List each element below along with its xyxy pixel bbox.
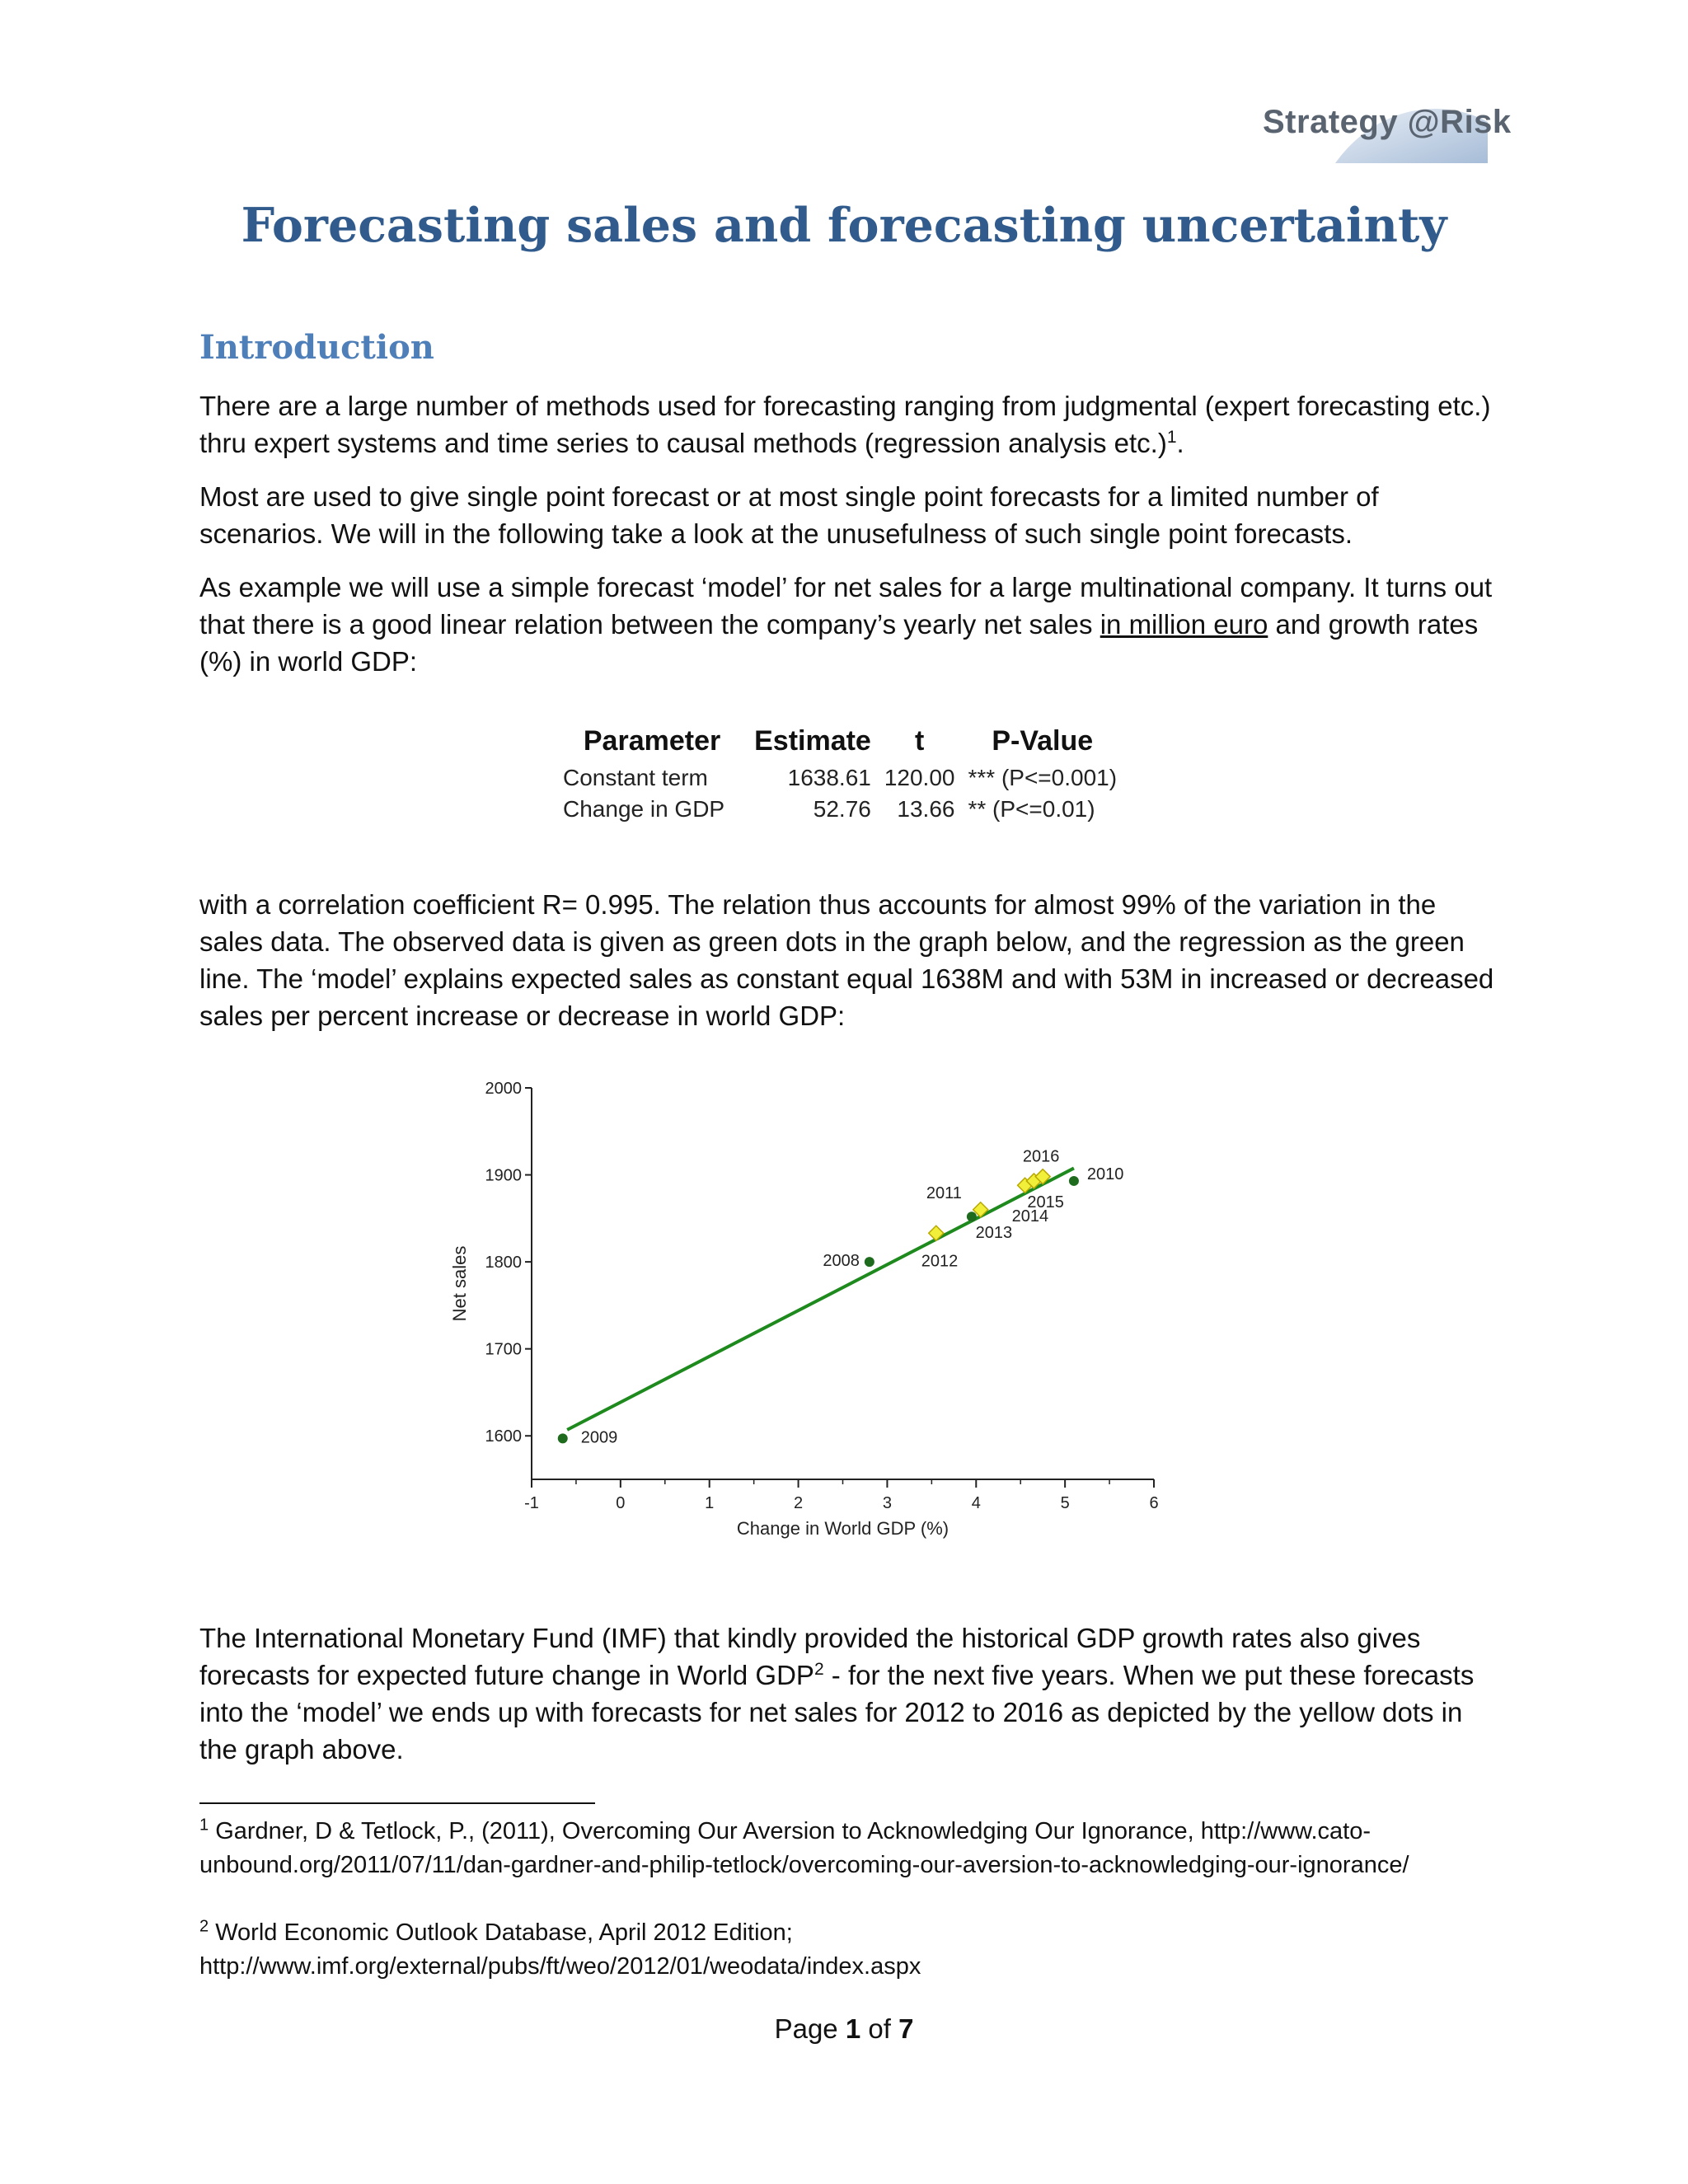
table-cell: 13.66 (897, 796, 955, 822)
paragraph-methods: There are a large number of methods used for forecasting ranging from judgmental (expert forecasting etc.) thru expert systems and time series to causal methods (regression analysis etc.)$^1$. (199, 391, 1491, 458)
underlined-phrase: in million euro (1100, 609, 1268, 640)
logo-text: Strategy @Risk (1263, 104, 1512, 140)
table-cell: *** (P<=0.001) (968, 765, 1118, 790)
table-row (556, 794, 1123, 825)
paragraph-single-point: Most are used to give single point forecast or at most single point forecasts for a limited number of scenarios. We will in the following take a look at the unusefulness of such single point forecasts. (199, 481, 1379, 549)
y-axis-label: Net sales (449, 1245, 470, 1322)
x-axis-label: Change in World GDP (%) (736, 1518, 950, 1539)
regression-line (567, 1168, 1074, 1429)
x-tick-label: 0 (616, 1494, 626, 1512)
x-tick-label: -1 (524, 1494, 539, 1512)
x-tick-label: 4 (971, 1494, 981, 1512)
x-tick-label: 1 (705, 1494, 715, 1512)
table-cell: ** (P<=0.01) (968, 796, 1095, 822)
point-label: 2015 (1027, 1193, 1064, 1212)
table-cell: 1638.61 (787, 765, 871, 790)
table-header-t: t (915, 725, 925, 757)
table-cell: Change in GDP (563, 796, 725, 822)
scatter-chart (429, 1063, 1170, 1558)
point-label: 2016 (1022, 1147, 1060, 1166)
paragraph-example-model: As example we will use a simple forecast ‘model’ for net sales for a large multinational company. It turns out that there is a good linear relation between the company’s yearly net sales in million euro and growth rates (%) in world GDP: (199, 572, 1493, 677)
footnote-number: 1 (199, 1816, 209, 1835)
data-point-observed (865, 1257, 874, 1267)
table-header-estimate: Estimate (754, 725, 871, 757)
data-point-observed (1069, 1176, 1079, 1186)
point-label: 2014 (1011, 1207, 1049, 1226)
document-title: Forecasting sales and forecasting uncertainty (241, 198, 1447, 253)
table-header-row (556, 725, 1123, 762)
footnote-text: Gardner, D & Tetlock, P., (2011), Overcoming Our Aversion to Acknowledging Our Ignorance, http://www.cato-unbound.org/2011/07/11/dan-gardner-and-philip-tetlock/overcoming-our-aversion-to-acknowledging-our-ignorance/ (199, 1818, 1409, 1878)
table-cell: 52.76 (813, 796, 871, 822)
x-tick-label: 6 (1149, 1494, 1159, 1512)
paragraph-correlation: with a correlation coefficient R= 0.995. The relation thus accounts for almost 99% of the variation in the sales data. The observed data is given as green dots in the graph below, and the regression as the green line. The ‘model’ explains expected sales as constant equal 1638M and with 53M in increased or decreased sales per percent increase or decrease in world GDP: (199, 889, 1494, 1031)
data-point-observed (967, 1212, 977, 1221)
y-tick-label: 1900 (485, 1166, 522, 1185)
y-tick-label: 1600 (485, 1427, 522, 1446)
point-label: 2012 (921, 1252, 959, 1271)
table-row (556, 762, 1123, 794)
table-cell: Constant term (563, 765, 708, 790)
table-cell: 120.00 (884, 765, 955, 790)
footnote-1 (199, 1815, 1502, 1882)
x-tick-label: 2 (794, 1494, 804, 1512)
footnote-ref-2[interactable]: 2 (814, 1660, 824, 1679)
parameter-table (556, 725, 1123, 825)
y-tick-label: 2000 (485, 1080, 522, 1098)
section-heading-introduction: Introduction (199, 328, 434, 367)
point-label: 2008 (823, 1252, 860, 1271)
point-label: 2011 (926, 1184, 962, 1203)
table-header-p-value: P-Value (992, 725, 1094, 757)
y-tick-label: 1800 (485, 1254, 522, 1272)
company-logo (1261, 97, 1512, 165)
footnote-text: World Economic Outlook Database, April 2012 Edition; http://www.imf.org/external/pubs/ft/weo/2012/01/weodata/index.aspx (199, 1919, 921, 1980)
point-label: 2010 (1086, 1165, 1124, 1183)
footnote-ref-1[interactable]: 1 (1166, 428, 1177, 447)
chart-svg (429, 1063, 1170, 1558)
point-label: 2009 (580, 1428, 618, 1447)
page-number: Page 1 of 7 (774, 2013, 914, 2044)
footnote-number: 2 (199, 1917, 209, 1936)
table-header-parameter: Parameter (583, 725, 721, 757)
point-label: 2013 (975, 1223, 1013, 1242)
footnote-separator (199, 1802, 595, 1804)
x-tick-label: 5 (1060, 1494, 1070, 1512)
data-point-observed (558, 1433, 568, 1443)
footnote-2 (199, 1916, 1502, 1984)
y-tick-label: 1700 (485, 1340, 522, 1359)
x-tick-label: 3 (882, 1494, 892, 1512)
paragraph-imf-forecasts: The International Monetary Fund (IMF) that kindly provided the historical GDP growth rates also gives forecasts for expected future change in World GDP$^2$ - for the next five years. When we put these forecasts into the ‘model’ we ends up with forecasts for net sales for 2012 to 2016 as depicted by the yellow dots in the graph above. (199, 1623, 1475, 1765)
